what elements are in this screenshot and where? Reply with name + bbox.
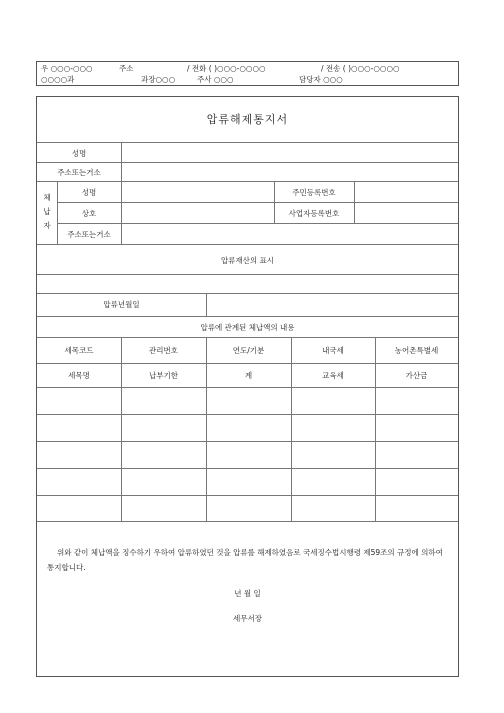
- header-box: [36, 61, 459, 86]
- rule: [37, 316, 458, 317]
- rule: [57, 223, 458, 224]
- label-seizure-date: 압류년월일: [103, 300, 140, 309]
- header-address-label: 주소: [119, 64, 134, 73]
- date-line: 년 월 일: [234, 589, 261, 598]
- rule: [121, 337, 122, 521]
- header-postal: 우 ○○○-○○○: [41, 64, 93, 73]
- rule: [121, 142, 122, 181]
- label-trade-name: 상호: [81, 209, 97, 218]
- col-domestic-tax: 내국세: [322, 346, 344, 355]
- rule: [37, 181, 458, 182]
- header-phone: / 전화 ( )○○○-○○○○: [187, 64, 266, 73]
- label-delinquent-2: 납: [43, 207, 51, 216]
- form-title: 압류해제통지서: [206, 113, 289, 126]
- label-business-no: 사업자등록번호: [288, 209, 340, 218]
- rule: [291, 337, 292, 521]
- rule: [37, 521, 458, 522]
- rule: [37, 142, 458, 143]
- header-officer: 주사 ○○○: [197, 75, 234, 84]
- rule: [57, 202, 458, 203]
- rule: [37, 162, 458, 163]
- rule: [37, 244, 458, 245]
- label-name: 성명: [71, 149, 87, 158]
- issuer: 세무서장: [233, 614, 262, 623]
- rule: [37, 468, 458, 469]
- col-education-tax: 교육세: [322, 371, 344, 380]
- col-due-date: 납부기한: [149, 371, 178, 380]
- col-penalty: 가산금: [405, 371, 428, 380]
- label-arrears-content: 압류에 관계된 체납액의 내용: [200, 323, 295, 332]
- rule: [37, 363, 458, 364]
- rule: [37, 274, 458, 275]
- label-resident-no: 주민등록번호: [292, 188, 336, 197]
- label-delinquent-1: 체: [43, 193, 51, 202]
- col-tax-name: 세목명: [68, 371, 90, 380]
- rule: [37, 441, 458, 442]
- rule: [37, 495, 458, 496]
- header-contact: 담당자 ○○○: [299, 75, 343, 84]
- col-rural-special-tax: 농어촌특별세: [394, 346, 439, 355]
- header-person: ○○○○과: [41, 75, 75, 84]
- rule: [206, 293, 207, 316]
- rule: [354, 181, 355, 223]
- col-tax-code: 세목코드: [64, 346, 94, 355]
- rule: [37, 293, 458, 294]
- col-total: 계: [244, 371, 253, 380]
- col-mgmt-no: 관리번호: [149, 346, 178, 355]
- label-delinquent-3: 자: [43, 221, 51, 230]
- rule: [37, 337, 458, 338]
- notice-text: 위와 같이 체납액을 징수하기 우하여 압류하였던 것을 압류를 해제하였음로 국세징수법시행령 제59조의 규정에 의하여 통지합니다.: [47, 548, 443, 572]
- label-address: 주소또는거소: [57, 168, 101, 177]
- label-d-address: 주소또는거소: [67, 230, 111, 239]
- rule: [121, 181, 122, 244]
- col-year-period: 연도/기분: [232, 346, 265, 355]
- label-d-name: 성명: [81, 188, 97, 197]
- notice-form: [36, 96, 459, 677]
- rule: [206, 337, 207, 521]
- header-fax: / 전송 ( )○○○-○○○○: [321, 64, 400, 73]
- rule: [375, 337, 376, 521]
- label-seized-property: 압류재산의 표시: [220, 256, 275, 265]
- header-manager: 과장○○○: [141, 75, 176, 84]
- rule: [37, 387, 458, 388]
- rule: [37, 414, 458, 415]
